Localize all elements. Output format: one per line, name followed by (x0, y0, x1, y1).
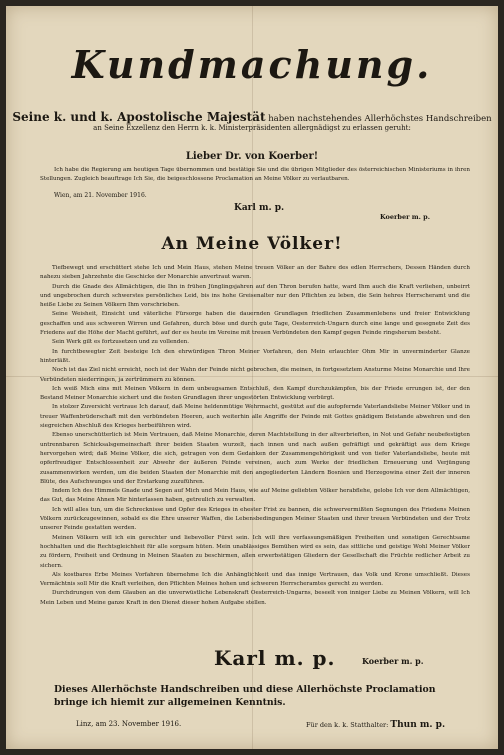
majesty-title: Seine k. und k. Apostolische Majestät (12, 110, 266, 124)
proclamation-paragraph: Sein Werk gilt es fortzusetzen und zu vollenden. (52, 339, 190, 346)
proclamation-heading: An Meine Völker! (161, 234, 343, 254)
proclamation-paragraph: Noch ist das Ziel nicht erreicht, noch ist der Wahn der Feinde nicht gebrochen, die meinen, in fortgesetztem Ansturme Meine Monarchie und Ihre Verbündeten niederringen, ja zertrümmern zu können. (40, 367, 470, 383)
letter-signature-karl: Karl m. p. (234, 203, 285, 213)
poster-title: Kundmachung. (71, 42, 433, 87)
governor-name: Thun m. p. (390, 720, 446, 730)
governor-signature (306, 720, 445, 730)
intro-line-2: an Seine Exzellenz den Herrn k. k. Ministerpräsidenten allergnädigst zu erlassen geruht: (93, 124, 411, 132)
intro-line-1 (6, 110, 498, 124)
proclamation-body (40, 264, 470, 634)
proclamation-paragraph: Tiefbewegt und erschüttert stehe Ich und Mein Haus, stehen Meine treuen Völker an der Bahre des edlen Herrschers, Dessen Händen durch nahezu sieben Jahrzehnte die Geschicke der Monarchie anvertraut waren. (40, 265, 470, 281)
proclamation-paragraph: Durchdrungen von dem Glauben an die unverwüstliche Lebenskraft Oesterreich-Ungarns, beseelt von inniger Liebe zu Meinen Völkern, will Ich Mein Leben und Meine ganze Kraft in den Dienst dieser hohen Aufgabe stellen. (40, 590, 470, 606)
proclamation-paragraph: Ich will alles tun, um die Schrecknisse und Opfer des Krieges in ehester Frist zu bannen, die schwervermißten Segnungen des Friedens Meinen Völkern zurückzugewinnen, sobald es die Ehre unserer Waffen, die Lebensbedingungen Meiner Staaten und ihrer treuen Verbündeten und der Trotz unserer Feinde gestatten werden. (40, 506, 470, 532)
proclamation-signature-koerber: Koerber m. p. (362, 656, 424, 666)
closing-date: Linz, am 23. November 1916. (76, 720, 182, 728)
governor-label: Für den k. k. Statthalter: (306, 721, 389, 729)
closing-statement: Dieses Allerhöchste Handschreiben und diese Allerhöchste Proclamation bringe ich hiemit zur allgemeinen Kenntnis. (54, 684, 436, 708)
letter-salutation: Lieber Dr. von Koerber! (185, 151, 319, 162)
proclamation-paragraph: Als kostbares Erbe Meines Vorfahren übernehme Ich die Anhänglichkeit und das innige Vertrauen, das Volk und Krone umschließt. Dieses Vermächtnis soll Mir die Kraft verleihen, den Pflichten Meines hohen und schweren Herrscheramtes gerecht zu werden. (40, 571, 470, 588)
letter-body: Ich habe die Regierung am heutigen Tage übernommen und bestätige Sie und die übrigen Mitglieder des österreichischen Ministeriums in ihren Stellungen. Zugleich beauftrage Ich Sie, die beigeschlossene Proclamation an Meine Völker zu verlautbaren. (40, 167, 470, 183)
proclamation-paragraph: In furchtbewegter Zeit besteige Ich den ehrwürdigen Thron Meiner Vorfahren, den Mein erlauchter Ohm Mir in unverminderter Glanze hinterläßt. (40, 348, 470, 364)
proclamation-paragraph: Meinen Völkern will ich ein gerechter und liebevoller Fürst sein. Ich will ihre verfassungsmäßigen Freiheiten und sonstigen Gerechtsame hochhalten und die Rechtsgleichheit für alle sorgsam hüten. Mein unablässiges Bemühen wird es sein, das sittliche und geistige Wohl Meiner Völker zu fördern, Freiheit und Ordnung in Meinen Staaten zu beschirmen, allen erwerbstätigen Gliedern der Gesellschaft die Früchte redlicher Arbeit zu sichern. (40, 534, 470, 569)
letter-date: Wien, am 21. November 1916. (54, 192, 147, 199)
intro-line-1-rest: haben nachstehendes Allerhöchstes Handschreiben (268, 114, 492, 124)
letter-signature-koerber: Koerber m. p. (380, 213, 430, 221)
proclamation-paragraph: Seine Weisheit, Einsicht und väterliche Fürsorge haben die dauernden Grundlagen friedlichen Zusammenlebens und freier Entwicklung geschaffen und aus schweren Wirren und Gefahren, durch böse und durch gute Tage, Oesterreich-Ungarn durch eine lange und gesegnete Zeit des Friedens auf die Höhe der Macht geführt, auf der es heute im Vereine mit treuen Verbündeten den Kampf gegen Feinde ringsherum besteht. (40, 311, 470, 337)
proclamation-poster (6, 6, 498, 749)
proclamation-signature-karl: Karl m. p. (214, 646, 336, 670)
proclamation-paragraph: Durch die Gnade des Allmächtigen, die Ihn in frühen Jünglingsjahren auf den Thron berufen hatte, ward Ihm auch die Kraft verliehen, unbeirrt und ungebrochen durch schwerstes persönliches Leid, bis ins hohe Greisenalter nur den Pflichten zu leben, die Sein hehres Herrscheramt und die heiße Liebe zu Seinen Völkern Ihm vorschrieben. (40, 283, 470, 309)
proclamation-paragraph: Ich weiß Mich eins mit Meinen Völkern in dem unbeugsamen Entschluß, den Kampf durchzukämpfen, bis der Friede errungen ist, der den Bestand Meiner Monarchie sichert und die festen Grundlagen ihrer ungestörten Entwicklung verbürgt. (40, 385, 470, 402)
proclamation-paragraph: In stolzer Zuversicht vertraue Ich darauf, daß Meine heldenmütige Wehrmacht, gestützt auf die aufopfernde Vaterlandsliebe Meiner Völker und in treuer Waffenbrüderschaft mit den verbündeten Heeren, auch weiterhin alle Angriffe der Feinde mit Gottes gnädigem Beistande abwehren und den siegreichen Abschluß des Krieges herbeiführen wird. (40, 404, 470, 430)
proclamation-paragraph: Indem Ich des Himmels Gnade und Segen auf Mich und Mein Haus, wie auf Meine geliebten Völker herabflehe, gelobe Ich vor dem Allmächtigen, das Gut, das Meine Ahnen Mir hinterlassen haben, getreulich zu verwalten. (40, 488, 470, 504)
proclamation-paragraph: Ebenso unerschütterlich ist Mein Vertrauen, daß Meine Monarchie, deren Machtstellung in der altverbrieften, in Not und Gefahr neubefestigten untrennbaren Schicksalsgemeinschaft ihrer beiden Staaten wurzelt, nach innen und nach außen gefräftigt und gekräftigt aus dem Kriege hervorgehen wird; daß Meine Völker, die sich, getragen von dem Gedanken der Zusammengehörigkeit und von tiefer Vaterlandsliebe, heute mit opferfreudiger Entschlossenheit zur Abwehr der äußeren Feinde vereinen, auch zum Werke der friedlichen Erneuerung und Verjüngung zusammenwirken werden, um die beiden Staaten der Monarchie mit den angegliederten Ländern Bosnien und Herzegowina einer Zeit der inneren Blüte, des Aufschwunges und der Erstarkung zuzuführen. (40, 432, 470, 485)
